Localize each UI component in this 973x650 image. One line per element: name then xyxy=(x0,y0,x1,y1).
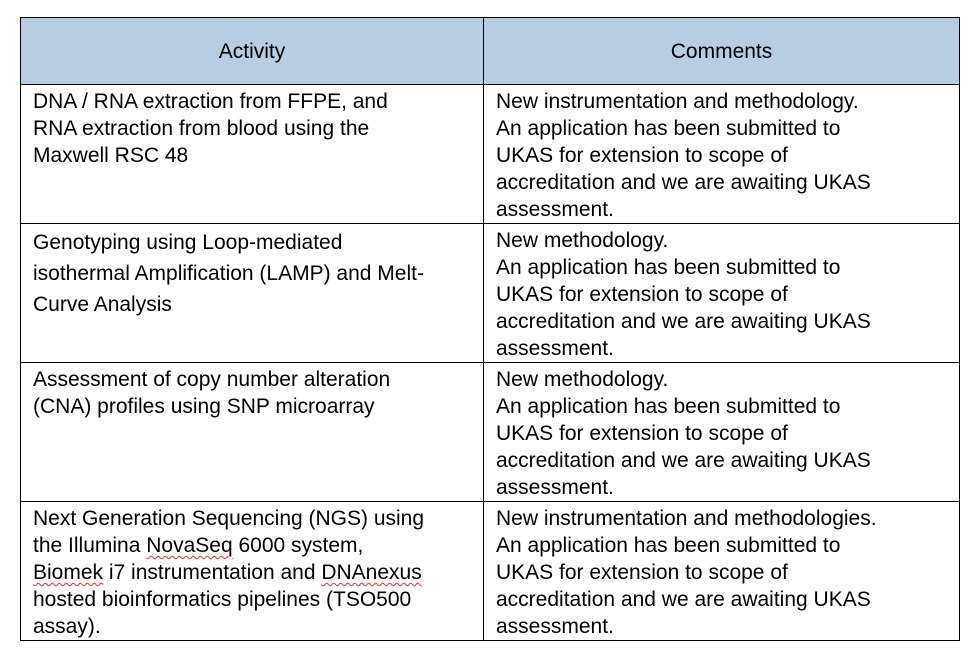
comment-text-line: An application has been submitted to xyxy=(496,117,841,140)
comment-text-line: An application has been submitted to xyxy=(496,395,841,418)
activities-table xyxy=(20,17,960,641)
comment-text-line: An application has been submitted to xyxy=(496,534,841,557)
table-header-row xyxy=(21,18,960,85)
activity-text-line: (CNA) profiles using SNP microarray xyxy=(33,395,375,418)
activity-text-line: isothermal Amplification (LAMP) and Melt- xyxy=(33,262,424,285)
activity-text-line: Next Generation Sequencing (NGS) using xyxy=(33,507,425,530)
spellcheck-flagged-word[interactable]: Biomek xyxy=(33,561,104,584)
comment-text-line: New methodology. xyxy=(496,229,669,252)
activity-cell xyxy=(21,502,484,641)
activity-text-line: Assessment of copy number alteration xyxy=(33,368,391,391)
activity-text-line: assay). xyxy=(33,615,101,638)
comment-text-line: assessment. xyxy=(496,476,614,499)
activity-text-line: DNA / RNA extraction from FFPE, and xyxy=(33,90,388,113)
comment-text-line: assessment. xyxy=(496,615,614,638)
activity-text-line: Maxwell RSC 48 xyxy=(33,144,189,167)
comment-text-line: assessment. xyxy=(496,198,614,221)
comment-text-line: UKAS for extension to scope of xyxy=(496,283,788,306)
comments-cell xyxy=(484,85,960,224)
activity-text-line: hosted bioinformatics pipelines (TSO500 xyxy=(33,588,412,611)
comment-text-line: accreditation and we are awaiting UKAS xyxy=(496,588,871,611)
activity-text-line: Curve Analysis xyxy=(33,293,172,316)
comment-text-line: UKAS for extension to scope of xyxy=(496,422,788,445)
comment-text-line: accreditation and we are awaiting UKAS xyxy=(496,171,871,194)
activity-text-line xyxy=(33,532,473,559)
comments-column-header: Comments xyxy=(484,18,960,85)
activity-cell xyxy=(21,224,484,363)
comment-text-line: assessment. xyxy=(496,337,614,360)
table-row xyxy=(21,85,960,224)
comments-cell xyxy=(484,363,960,502)
table-row xyxy=(21,363,960,502)
spellcheck-flagged-word[interactable]: NovaSeq xyxy=(146,534,233,557)
activity-text-fragment: i7 instrumentation and xyxy=(103,561,322,584)
table-row xyxy=(21,224,960,363)
activity-cell xyxy=(21,363,484,502)
activity-text-line: RNA extraction from blood using the xyxy=(33,117,370,140)
activity-text-line: Genotyping using Loop-mediated xyxy=(33,231,343,254)
comment-text-line: accreditation and we are awaiting UKAS xyxy=(496,310,871,333)
activity-cell xyxy=(21,85,484,224)
comment-text-line: UKAS for extension to scope of xyxy=(496,561,788,584)
comment-text-line: UKAS for extension to scope of xyxy=(496,144,788,167)
activity-text-line xyxy=(33,559,473,586)
table-row xyxy=(21,502,960,641)
activity-text-fragment: the Illumina xyxy=(33,534,147,557)
spellcheck-flagged-word[interactable]: DNAnexus xyxy=(321,561,422,584)
comment-text-line: New methodology. xyxy=(496,368,669,391)
comments-cell xyxy=(484,502,960,641)
comment-text-line: New instrumentation and methodologies. xyxy=(496,507,877,530)
activity-text-fragment: 6000 system, xyxy=(232,534,364,557)
activity-column-header: Activity xyxy=(21,18,484,85)
comment-text-line: accreditation and we are awaiting UKAS xyxy=(496,449,871,472)
comment-text-line: New instrumentation and methodology. xyxy=(496,90,859,113)
comments-cell xyxy=(484,224,960,363)
comment-text-line: An application has been submitted to xyxy=(496,256,841,279)
